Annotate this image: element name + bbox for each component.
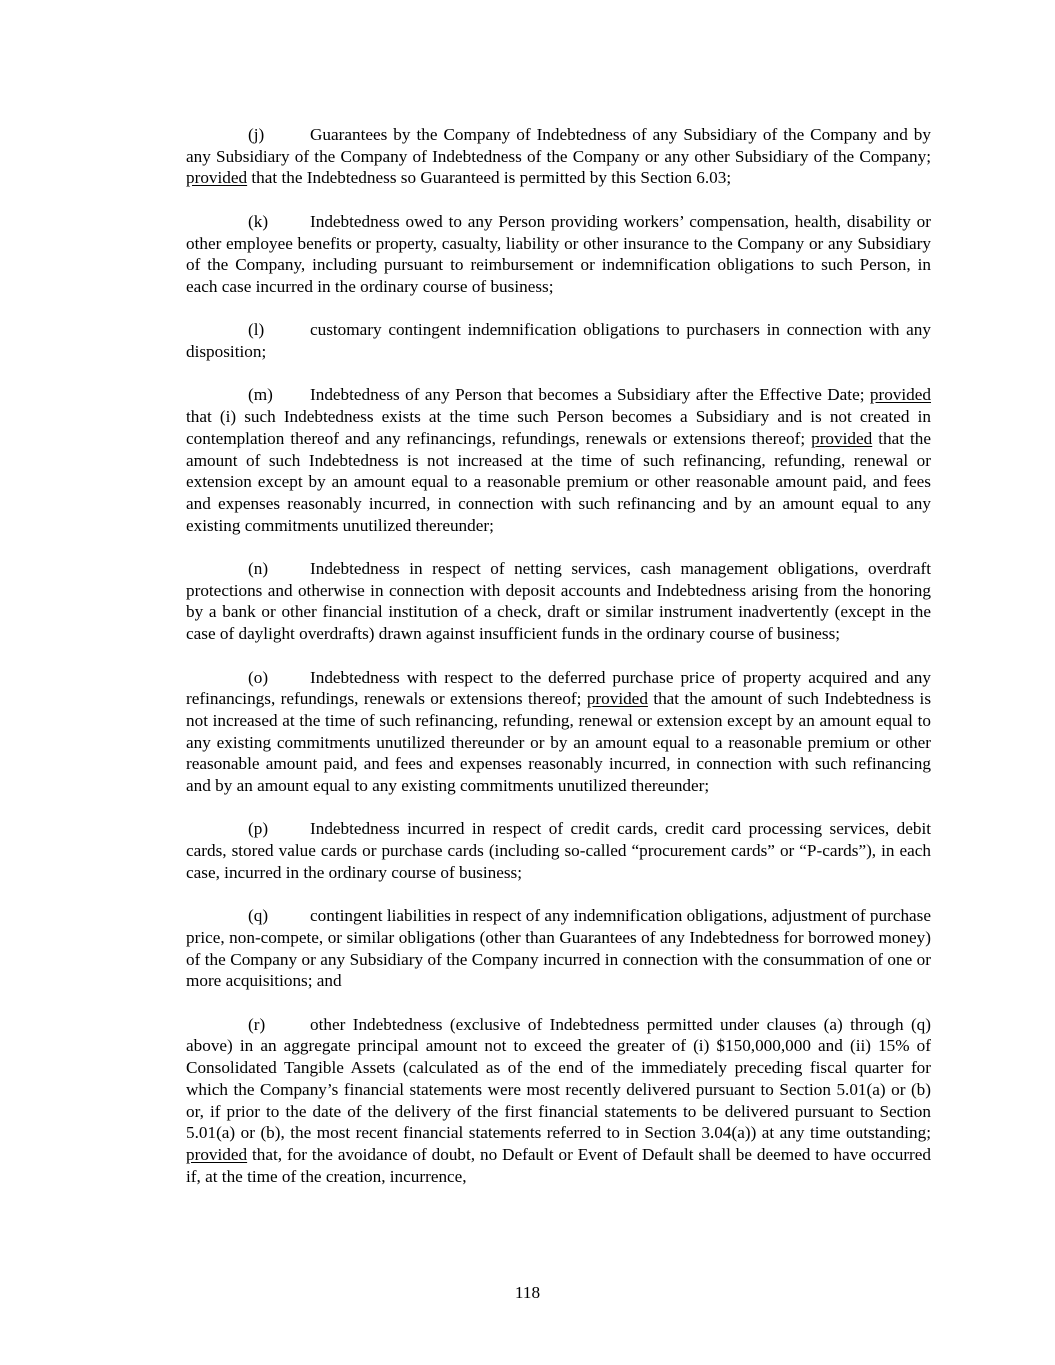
clause-text: Indebtedness in respect of netting services, cash management obligations, overdraft protections and otherwise in connection with deposit accounts and Indebtedness arising from the honoring by a bank or other financial institution of a check, draft or similar instrument inadvertently (except in the case of daylight overdrafts) drawn against insufficient funds in the ordinary course of business;: [186, 559, 931, 644]
clause-text: Indebtedness owed to any Person providing workers’ compensation, health, disability or other employee benefits or property, casualty, liability or other insurance to the Company or any Subsidiary of the Company, including pursuant to reimbursement or indemnification obligations to such Person, in each case incurred in the ordinary course of business;: [186, 211, 931, 296]
page-number: 118: [514, 1283, 541, 1302]
clause-text: that (i) such Indebtedness exists at the time such Person becomes a Subsidiary and is not created in contemplation thereof and any refinancings, refundings, renewals or extensions thereof;: [186, 407, 931, 448]
clause-label: (l): [248, 320, 265, 340]
clause-p: [186, 818, 931, 883]
clause-label: (k): [248, 211, 269, 231]
provided-term: provided: [811, 428, 873, 448]
clause-text: customary contingent indemnification obligations to purchasers in connection with any disposition;: [186, 320, 931, 361]
clause-n: [186, 558, 931, 645]
clause-r: [186, 1014, 931, 1188]
clause-l: [186, 319, 931, 362]
clause-text: Indebtedness incurred in respect of credit cards, credit card processing services, debit cards, stored value cards or purchase cards (including so-called “procurement cards” or “P-cards”), in each case, incurred in the ordinary course of business;: [186, 819, 931, 882]
clause-label: (m): [248, 385, 273, 405]
clause-j: [186, 124, 931, 189]
clause-text: Indebtedness with respect to the deferred purchase price of property acquired and any refinancings, refundings, renewals or extensions thereof;: [186, 667, 931, 709]
clause-label: (o): [248, 667, 269, 687]
clause-label: (p): [248, 819, 269, 839]
clause-q: [186, 905, 931, 992]
clause-text: that the amount of such Indebtedness is not increased at the time of such refinancing, refunding, renewal or extension except by an amount equal to a reasonable premium or other reasonable amount paid, and fees and expenses reasonably incurred, in connection with such refinancing and by an amount equal to any existing commitments unutilized thereunder;: [186, 428, 931, 535]
clause-label: (q): [248, 906, 269, 926]
clause-text: that the Indebtedness so Guaranteed is permitted by this Section 6.03;: [247, 168, 732, 188]
clause-m: [186, 384, 931, 536]
clause-text: other Indebtedness (exclusive of Indebtedness permitted under clauses (a) through (q) above) in an aggregate principal amount not to exceed the greater of (i) $150,000,000 and (ii) 15% of Consolidated Tangible Assets (calculated as of the end of the immediately preceding fiscal quarter for which the Company’s financial statements were most recently delivered pursuant to Section 5.01(a) or (b) or, if prior to the date of the delivery of the first financial statements to be delivered pursuant to Section 5.01(a) or (b), the most recent financial statements referred to in Section 3.04(a)) at any time outstanding;: [186, 1014, 931, 1143]
clause-text: Guarantees by the Company of Indebtedness of any Subsidiary of the Company and by any Subsidiary of the Company of Indebtedness of the Company or any other Subsidiary of the Company;: [186, 125, 931, 166]
clause-o: [186, 667, 931, 797]
clause-label: (j): [248, 125, 265, 144]
clause-label: (r): [248, 1014, 266, 1034]
clause-label: (n): [248, 559, 269, 578]
provided-term: provided: [869, 385, 931, 405]
provided-term: provided: [186, 168, 248, 188]
clause-text: that the amount of such Indebtedness is not increased at the time of such refinancing, refunding, renewal or extension except by an amount equal to any existing commitments unutilized thereunder or by an amount equal to a reasonable premium or other reasonable amount paid, and fees and expenses reasonably incurred, in connection with such refinancing and by an amount equal to any existing commitments unutilized thereunder;: [186, 689, 932, 796]
provided-term: provided: [186, 1144, 248, 1164]
clause-text: that, for the avoidance of doubt, no Default or Event of Default shall be deemed to have occurred if, at the time of the creation, incurrence,: [186, 1144, 931, 1186]
clause-text: contingent liabilities in respect of any indemnification obligations, adjustment of purchase price, non-compete, or similar obligations (other than Guarantees of any Indebtedness for borrowed money) of the Company or any Subsidiary of the Company incurred in connection with the consummation of one or more acquisitions; and: [186, 906, 931, 991]
provided-term: provided: [586, 689, 648, 709]
clause-text: Indebtedness of any Person that becomes a Subsidiary after the Effective Date;: [310, 385, 870, 405]
clause-k: [186, 211, 931, 298]
document-body: [186, 124, 931, 1209]
